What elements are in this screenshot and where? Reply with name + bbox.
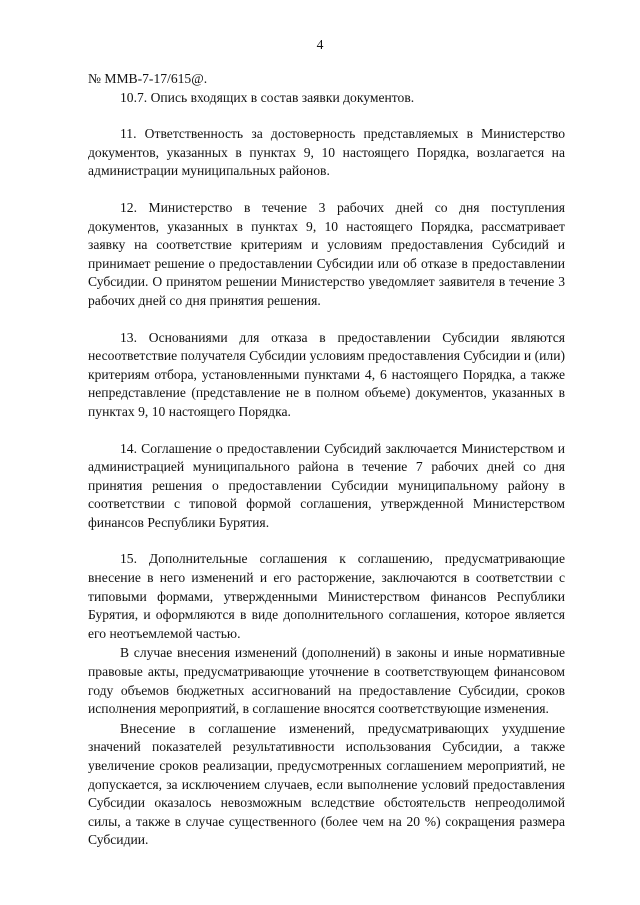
paragraph-10-7: 10.7. Опись входящих в состав заявки документов.: [120, 89, 415, 105]
page-number: 4: [316, 37, 324, 52]
paragraph-15: 15. Дополнительные соглашения к соглашению, предусматривающие внесение в него изменений и его расторжение, заключаются в соответствии с типовыми формами, утвержденными Министерством финансов Республики Бурятия, и оформляются в виде дополнительного соглашения, которое является его неотъемлемой частью.: [88, 551, 565, 641]
paragraph-reference-tail: № ММВ-7-17/615@.: [88, 71, 208, 86]
paragraph-14: 14. Соглашение о предоставлении Субсидий заключается Министерством и администрацией муниципального района в течение 7 рабочих дней со дня принятия решения о предоставлении Субсидии муниципальному району в соответствии с типовой формой соглашения, утвержденной Министерством финансов Республики Бурятия.: [88, 440, 565, 530]
paragraph-13: 13. Основаниями для отказа в предоставлении Субсидии являются несоответствие получателя Субсидии условиям предоставления Субсидии и (или) критериям отбора, установленными пунктами 4, 6 настоящего Порядка, а также непредставление (представление не в полном объеме) документов, указанных в пунктах 9, 10 настоящего Порядка.: [88, 329, 565, 419]
paragraph-12: 12. Министерство в течение 3 рабочих дней со дня поступления документов, указанных в пунктах 9, 10 настоящего Порядка, рассматривает заявку на соответствие критериям и условиям предоставления Субсидий и принимает решение о предоставлении Субсидии или об отказе в предоставлении Субсидии. О принятом решении Министерство уведомляет заявителя в течение 3 рабочих дней со дня принятия решения.: [88, 199, 565, 308]
paragraph-11: 11. Ответственность за достоверность представляемых в Министерство документов, указанных в пунктах 9, 10 настоящего Порядка, возлагается на администрации муниципальных районов.: [88, 126, 565, 179]
document-body: [88, 70, 565, 850]
paragraph-15-restrictions: Внесение в соглашение изменений, предусматривающих ухудшение значений показателей результативности использования Субсидии, а также увеличение сроков реализации, предусмотренных соглашением мероприятий, не допускается, за исключением случаев, если выполнение условий предоставления Субсидии оказалось невозможным вследствие обстоятельств непреодолимой силы, а также в случае существенного (более чем на 20 %) сокращения размера Субсидии.: [88, 720, 565, 848]
paragraph-15-amendments: В случае внесения изменений (дополнений) в законы и иные нормативные правовые акты, предусматривающие уточнение в соответствующем финансовом году объемов бюджетных ассигнований на предоставление Субсидии, сроков исполнения мероприятий, в соглашение вносятся соответствующие изменения.: [88, 645, 565, 717]
